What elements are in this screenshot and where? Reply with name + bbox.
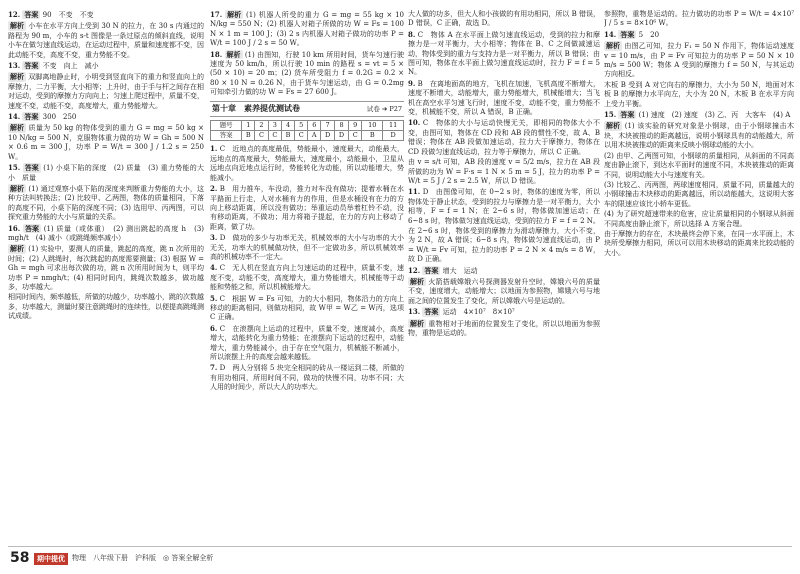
question-number: 15. — [8, 163, 21, 173]
answer-item — [8, 123, 204, 162]
chapter-page-ref: 试卷 ➔ P27 — [366, 104, 402, 113]
question-number: 14. — [604, 29, 617, 39]
answer-item — [604, 30, 794, 40]
answer-item — [408, 277, 600, 306]
answer-text: D 两人分别将 5 块完全相同的砖从一楼运到二楼，所做的有用功相同，所用时间不同，做功的快慢不同，功率不同；大人用的时间少，所以大人的功率大。 — [210, 364, 404, 392]
answer-item — [8, 72, 204, 111]
answer-text: C 在滚摆向上运动的过程中，质量不变，速度减小，高度增大，动能转化为重力势能；在滚摆向下运动的过程中，动能增大，重力势能减小，由于存在空气阻力，机械能不断减小，所以滚摆上升的高度会越来越低。 — [210, 324, 404, 361]
answer-tag: 解析 — [606, 121, 620, 131]
answer-item — [8, 112, 204, 122]
answer-item — [210, 324, 404, 363]
answer-tag: 答案 — [24, 163, 39, 173]
question-number: 13. — [408, 307, 421, 317]
answer-table-cell: 答案 — [211, 131, 242, 141]
question-number: 17. — [210, 10, 223, 19]
answer-table-cell: D — [321, 131, 335, 141]
answer-tag: 答案 — [424, 265, 439, 275]
answer-item — [408, 187, 600, 226]
answer-text: (4) 为了研究超速带来的危害，应让质量相同的小钢球从斜面不同高度由静止滚下，所以选择 A 方案合理。 — [604, 210, 794, 228]
answer-text: (1) 质量（或体重） (2) 测出跳起的高度 h (3) mgh/t (4) 减小（或跳绳频率减小） — [8, 224, 204, 242]
answer-item — [210, 294, 404, 323]
answer-item — [8, 21, 204, 60]
footer-divider — [8, 546, 792, 547]
brand-badge: 期中提优 — [34, 553, 68, 565]
answer-text: C 近地点的高度最低，势能最小，速度最大，动能最大，远地点的高度最大，势能最大，速度最小，动能最小，卫星从远地点向近地点运行时，势能转化为动能，所以动能增大，势能减小。 — [210, 145, 404, 182]
chapter-header — [210, 101, 404, 117]
answer-item — [604, 152, 794, 180]
answer-text: (1) 由图知，行驶 10 km 所用时间，货车匀速行驶速度为 50 km/h，所以行驶 10 min 的路程 s = vt = 5 × (50 × 10) = 20 m；(2) 货车所受阻力 f = 0.2G = 0.2 × 80 × 10 N = 0.26 N，由于货车匀速运动，由 G = 0.2mg 可知牵引力做的功 W = Fs = 27 600 J。 — [210, 50, 404, 97]
answer-table-cell: 4 — [282, 120, 295, 130]
answer-item — [210, 363, 404, 392]
question-number: 12. — [408, 265, 421, 275]
answer-item — [408, 307, 600, 317]
answer-tag: 解析 — [10, 72, 24, 82]
question-number: 18. — [210, 49, 223, 59]
answer-tag: 解析 — [10, 244, 24, 254]
answer-table-cell: 7 — [321, 120, 335, 130]
answer-table-row — [211, 120, 404, 130]
answer-tag: 答案 — [24, 10, 39, 19]
answer-item — [604, 121, 794, 150]
answer-text: 在 2~6 s 时，物体受到的摩擦力为滑动摩擦力，大小不变，为 2 N，故 A 错误；6~8 s 内，物体做匀速直线运动，由 P = W/t = Fv 可知，拉力的功率 P = 2 N × 4 m/s = 8 W，故 D 正确。 — [408, 226, 600, 264]
answer-tag: 解析 — [410, 276, 424, 286]
question-number: 1. — [210, 144, 218, 154]
answer-table-cell: B — [362, 131, 383, 141]
answer-text: (1) 小桌下陷的深度 (2) 质量 (3) 重力势能的大小 质量 — [8, 164, 204, 182]
question-number: 6. — [210, 323, 218, 333]
answer-table-cell: 8 — [335, 120, 349, 130]
answer-table-cell: D — [383, 131, 404, 141]
answer-text: (1) 该实验的研究对象是小钢球，由于小钢球撞击木块，木块被推动的距离越远，说明小钢球具有的动能越大，所以用木块被推动的距离来反映小钢球动能的大小。 — [604, 122, 794, 150]
answer-text: (2) 由甲、乙两图可知，小钢球的质量相同，从斜面的不同高度由静止滚下，到达水平面时的速度不同，木块被推动的距离不同，说明动能大小与速度有关。 — [604, 151, 794, 179]
answer-text: C 物体的大小与运动快慢无关，即相同的物体大小不变，由图可知，物体在 CD 段和 AB 段的惯性不变，故 A、B 错误；物体在 AB 段做加速运动，拉力大于摩擦力，物体在 CD 段做匀速直线运动，拉力等于摩擦力，所以 C 正确。 — [408, 119, 600, 156]
answer-text: (1) 速度 (2) 速度 (3) 乙、丙 大客车 (4) A — [638, 111, 791, 120]
answer-text: 木板 B 受到 A 对它向右的摩擦力，大小为 50 N，地面对木板 B 的摩擦力水平向左，大小为 20 N，木板 B 在水平方向上受力平衡。 — [604, 80, 794, 108]
answer-text: (3) 比较乙、丙两图，两球速度相同，质量不同，质量越大的小钢球撞击木块移动的距离越远，所以动能越大，这说明大客车的限速应该比小轿车更低。 — [604, 180, 794, 208]
answer-text: B 在离地面高的地方，飞机在加速，飞机高度不断增大，速度不断增大，动能增大，重力势能增大，机械能增大；当飞机在高空水平匀速飞行时，速度不变，动能不变，重力势能不变，机械能不变，所以 A 错误，B 正确。 — [408, 79, 600, 117]
question-number: 7. — [210, 363, 218, 373]
answer-text: D 做功的多少与功率无关，机械效率的大小与功率的大小无关，功率大的机械做功快，但不一定做功多，所以机械效率高的机械功率不一定大。 — [210, 234, 404, 261]
answer-tag: 答案 — [24, 61, 39, 71]
answer-tag: 解析 — [10, 123, 24, 133]
answer-text: 不变 向上 减小 — [42, 62, 99, 71]
answer-table-cell: 5 — [295, 120, 308, 130]
answer-item — [604, 10, 794, 29]
question-number: 11. — [408, 187, 421, 197]
answer-tag: 答案 — [424, 307, 439, 317]
answer-table-cell: C — [349, 131, 362, 141]
answer-column-3 — [408, 10, 600, 534]
answer-text: 参照物，重物是运动的。拉力做功的功率 P = W/t = 4×10⁷ J / 5 s = 8×10⁶ W。 — [604, 10, 794, 28]
answer-item — [408, 30, 600, 78]
question-number: 12. — [8, 10, 21, 19]
answer-text: 5 20 — [638, 30, 660, 39]
answer-tag: 答案 — [620, 110, 635, 120]
answer-table-cell: 6 — [308, 120, 321, 130]
answer-item — [408, 319, 600, 339]
question-number: 9. — [408, 78, 416, 88]
answer-text: 300 250 — [42, 113, 77, 122]
question-number: 14. — [8, 112, 21, 122]
answer-item — [604, 210, 794, 229]
answer-table-cell: A — [308, 131, 321, 141]
answer-item — [210, 184, 404, 232]
answer-item — [408, 118, 600, 157]
answer-column-2 — [210, 10, 404, 534]
answer-item — [604, 181, 794, 209]
answer-text: C 根据 W = Fs 可知，力的大小相同，物体沿力的方向上移动的距离相同，则做功相同，故 W甲 = W乙 = W丙，选项 C 正确。 — [210, 294, 404, 322]
answer-item — [604, 81, 794, 109]
question-number: 15. — [604, 110, 617, 120]
answer-text: D 由图像可知，在 0~2 s 时，物体的速度为零，所以物体处于静止状态，受到的拉力与摩擦力是一对平衡力，大小相等，F = f = 1 N；在 2~6 s 时，物体做加速运动；在 6~8 s 时，物体做匀速直线运动，受到的拉力 F = f = 2 N。 — [408, 188, 600, 225]
question-number: 8. — [408, 29, 416, 39]
question-number: 10. — [408, 118, 421, 128]
question-number: 4. — [210, 263, 218, 273]
answer-column-4 — [604, 10, 794, 534]
answer-item — [8, 244, 204, 292]
answer-item — [8, 163, 204, 183]
question-number: 3. — [210, 233, 218, 243]
answer-text: 双脚离地静止时，小明受到竖直向下的重力和竖直向上的摩擦力，二力平衡，大小相等；上升时，由于手与杆之间存在相对运动，受到的摩擦力方向向上；匀速上爬过程中，质量不变，速度不变，动能不变，高度增大，重力势能增大。 — [8, 73, 204, 110]
question-number: 5. — [210, 293, 218, 303]
answer-item — [210, 10, 404, 49]
answer-text: 90 不变 不变 — [42, 11, 94, 19]
answer-text: (1) 通过观察小桌下陷的深度来判断重力势能的大小，这种方法叫转换法；(2) 比较甲、乙两图，物体的质量相同，下落的高度不同，小桌下陷的深度不同；(3) 选用甲、丙两图，可以探究重力势能的大小与质量的关系。 — [8, 184, 204, 222]
answer-item — [8, 61, 204, 71]
answer-table-row — [211, 131, 404, 141]
answer-item — [8, 224, 204, 244]
answer-item — [604, 41, 794, 80]
answer-table-cell: B — [242, 131, 255, 141]
answer-tag: 答案 — [24, 223, 39, 233]
answer-text: 增大 运动 — [442, 266, 478, 275]
answer-table-cell: D — [335, 131, 349, 141]
answer-text: 由图乙可知，拉力 F₁ = 50 N 作用下，物体运动速度 v = 10 m/s，由 P = Fv 可知拉力的功率 P = 50 N × 10 m/s = 500 W；物体 A 受到的摩擦力 f = 50 N，与其运动方向相反。 — [604, 42, 794, 79]
answer-table-cell: C — [255, 131, 268, 141]
answer-tag: 解析 — [410, 318, 424, 328]
answer-item — [408, 266, 600, 276]
answer-table-cell: B — [282, 131, 295, 141]
page-footer — [0, 540, 800, 574]
answer-table-cell: C — [268, 131, 281, 141]
answer-column-1 — [8, 10, 204, 534]
answer-item — [604, 110, 794, 120]
answer-text: 火箭搭载嫦娥六号探测器发射升空时，嫦娥六号的质量不变，速度增大，动能增大；以地面为参照物，嫦娥六号与地面之间的位置发生了变化，所以嫦娥六号是运动的。 — [408, 277, 600, 305]
answer-item — [604, 230, 794, 258]
answer-text: 相同时间内，频率越低，所做的功越少，功率越小，跳的次数越多，功率越大，测量时要注意跳绳时的连续性，以便提高跳绳测试成绩。 — [8, 293, 204, 321]
answer-tag: 解析 — [226, 49, 241, 59]
chapter-title: 第十章 素养提优测试卷 — [212, 103, 300, 113]
answer-item — [408, 227, 600, 265]
answer-text: C 物体 A 在水平面上做匀速直线运动，受到的拉力和摩擦力是一对平衡力，大小相等；物体在 B、C 之间做减速运动，物体受到的重力与支持力是一对平衡力，所以 B 错误；由图可知，物体在水平面上做匀速直线运动时，拉力 F = f = 5 N。 — [408, 30, 600, 77]
answer-text: C 无人机在竖直方向上匀速运动的过程中，质量不变，速度不变，动能不变，高度增大，重力势能增大，机械能等于动能和势能之和，所以机械能增大。 — [210, 264, 404, 292]
answer-item — [8, 10, 204, 20]
answer-text: 由于摩擦力的存在，木块最终会停下来，在同一水平面上，木块所受摩擦力相同，所以可以用木块移动的距离来比较动能的大小。 — [604, 229, 794, 257]
page-number: 58 — [10, 550, 30, 566]
question-number: 16. — [8, 223, 21, 233]
answer-text: 运动 4×10⁷ 8×10⁷ — [442, 308, 515, 317]
footer-text: 物理 八年级下册 沪科版 ◎ 答案全解全析 — [72, 554, 214, 562]
answer-table — [210, 120, 404, 142]
question-number: 2. — [210, 184, 218, 194]
answer-text: 质量为 50 kg 的物体受到的重力 G = mg = 50 kg × 10 N/kg = 500 N，克服物体重力做的功 W = Gh = 500 N × 0.6 m = 300 J，功率 P = W/t = 300 J / 1.2 s = 250 W。 — [8, 124, 204, 161]
answer-table-cell: 1 — [242, 120, 255, 130]
answer-table-cell: 3 — [268, 120, 281, 130]
answer-table-cell: 9 — [349, 120, 362, 130]
answer-text: 重物相对于地面的位置发生了变化，所以以地面为参照物，重物是运动的。 — [408, 319, 600, 337]
answer-tag: 解析 — [10, 21, 24, 31]
answer-item — [8, 184, 204, 223]
answer-text: 小车在水平方向上受到 30 N 的拉力，在 30 s 内通过的路程为 90 m，小车的 s-t 图像是一条过原点的倾斜直线，说明小车在做匀速直线运动，在运动过程中，质量和速度都不变，因此动能不变，高度不变，重力势能不变。 — [8, 22, 204, 59]
answer-text: (1) 实验中，要测人的质量，跳起的高度，跳 n 次所用的时间；(2) 人跳绳时，每次跳起的高度需要测量；(3) 根据 W = Gh = mgh 可求出每次做的功，跳 n 次所用时间为 t，则平均功率 P = nmgh/t；(4) 相同时间内，跳绳次数越多，做功越多，功率越大。 — [8, 245, 204, 291]
answer-item — [408, 79, 600, 118]
answer-text: (1) 机器人所受的重力 G = mg = 55 kg × 10 N/kg = 550 N；(2) 机器人对箱子所做的功 W = Fs = 100 N × 1 m = 100 J；(3) 2 s 内机器人对箱子做功的功率 P = W/t = 100 J / 2 s = 50 W。 — [210, 11, 404, 48]
answer-text: B 用力推车，车没动，推力对车没有做功；提着水桶在水平路面上行走，人对水桶有力的作用，但是水桶没有在力的方向上移动距离，所以没有做功；举重运动员举着杠铃不动，没有移动距离，不做功；用力将箱子提起，在力的方向上移动了距离，做了功。 — [210, 185, 404, 231]
answer-table-cell: 11 — [383, 120, 404, 130]
answer-item — [210, 263, 404, 292]
answer-tag: 解析 — [606, 41, 620, 51]
answer-table-cell: 2 — [255, 120, 268, 130]
answer-item — [408, 10, 600, 29]
answer-item — [210, 144, 404, 183]
answer-table-cell: 题号 — [211, 120, 242, 130]
answer-item — [8, 293, 204, 321]
answer-item — [210, 50, 404, 98]
answer-table-cell: 10 — [362, 120, 383, 130]
answer-text: 由 v = s/t 可知，AB 段的速度 v = 5/2 m/s，拉力在 AB 段所做的功为 W = F·s = 1 N × 5 m = 5 J，拉力的功率 P = W/t = 5 J / 2 s = 2.5 W，所以 D 错误。 — [408, 158, 600, 185]
answer-item — [408, 158, 600, 186]
question-number: 13. — [8, 61, 21, 71]
answer-text: 大人做的功多，但大人和小孩做的有用功相同，所以 B 错误，D 错误，C 正确，故选 D。 — [408, 10, 600, 28]
answer-tag: 答案 — [620, 29, 635, 39]
answer-table-cell: C — [295, 131, 308, 141]
answer-tag: 解析 — [227, 10, 242, 19]
answer-item — [210, 233, 404, 262]
answer-tag: 解析 — [10, 183, 24, 193]
answer-tag: 答案 — [24, 112, 39, 122]
